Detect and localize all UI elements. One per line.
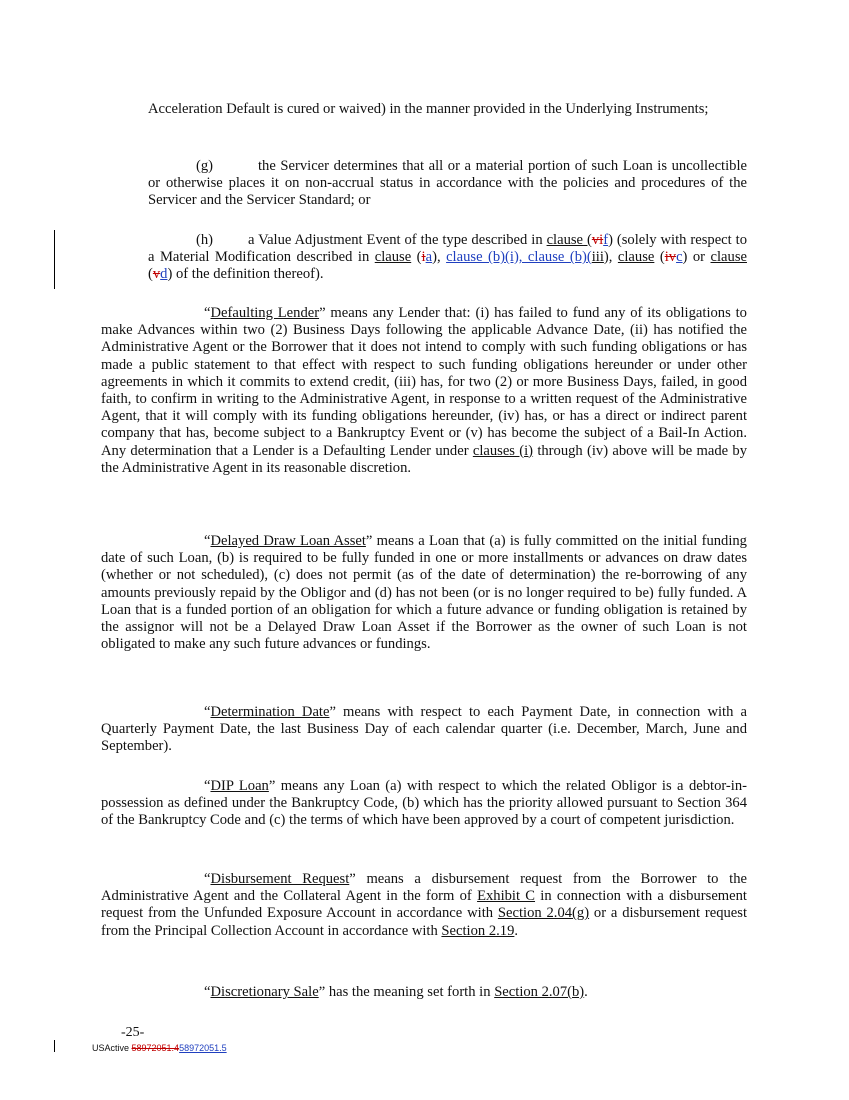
- defined-term: Defaulting Lender: [210, 305, 320, 321]
- section-reference: Section 2.07(b): [494, 984, 585, 1000]
- definition-dip-loan: “DIP Loan” means any Loan (a) with respect to which the related Obligor is a debtor-in-possession as defined under the Bankruptcy Code, (b) which has the priority allowed pursuant to Section 364 of the Bankruptcy Code and (c) the terms of which have been approved by a court of competent jurisdiction.: [101, 778, 747, 829]
- definition-determination-date: “Determination Date” means with respect to each Payment Date, in connection with a Quarterly Payment Date, the last Business Day of each calendar quarter (i.e. December, March, June and September).: [101, 704, 747, 755]
- defined-term: Discretionary Sale: [210, 984, 319, 1000]
- definition-discretionary-sale: “Discretionary Sale” has the meaning set forth in Section 2.07(b).: [204, 984, 588, 1000]
- document-id: USActive 58972051.458972051.5: [92, 1043, 227, 1053]
- paragraph-continuation: [148, 101, 747, 118]
- defined-term: Delayed Draw Loan Asset: [210, 533, 366, 549]
- inserted-text: 58972051.5: [179, 1043, 227, 1053]
- exhibit-reference: Exhibit C: [477, 888, 536, 905]
- section-reference: Section 2.19: [441, 922, 515, 939]
- clause-label: (g): [196, 158, 214, 174]
- definition-delayed-draw-loan-asset: “Delayed Draw Loan Asset” means a Loan that (a) is fully committed on the initial funding date of such Loan, (b) is required to be fully funded in one or more installments or advances on draw dates (whether or not scheduled), (c) does not permit (as of the date of determination) the re-borrowing of any amounts previously repaid by the Obligor and (d) has not been (or is no longer required to be) fully funded. A Loan that is a funded portion of an obligation for which a future advance or funding obligation is retained by the assignor will not be a Delayed Draw Loan Asset if the Borrower as the owner of such Loan is not obligated to make any such future advances or fundings.: [101, 533, 747, 653]
- inserted-text: f: [603, 232, 609, 248]
- inserted-text: clause (b)(i), clause (b)(: [446, 249, 592, 266]
- change-bar: [54, 1040, 55, 1052]
- clause-reference: iii: [591, 249, 604, 266]
- defined-term: DIP Loan: [210, 778, 269, 794]
- deleted-text: i: [421, 249, 426, 266]
- deleted-text: v: [152, 266, 161, 283]
- defined-term: Disbursement Request: [210, 871, 350, 887]
- defined-term: Determination Date: [210, 704, 330, 720]
- clause-reference: clause: [546, 232, 584, 248]
- clause-g: [148, 158, 747, 210]
- deleted-text: vi: [591, 232, 604, 248]
- clause-text: the Servicer determines that all or a material portion of such Loan is uncollectible or otherwise places it on non-accrual status in accordance with the policies and procedures of the Servicer and the Servicer Standard; or: [148, 158, 747, 209]
- paragraph-text: Acceleration Default is cured or waived) in the manner provided in the Underlying Instruments;: [148, 101, 709, 117]
- section-reference: Section 2.04(g): [497, 905, 590, 922]
- deleted-text: 58972051.4: [131, 1043, 180, 1053]
- change-bar: [54, 230, 55, 289]
- page-number: -25-: [121, 1025, 145, 1040]
- clause-reference: clause: [617, 249, 655, 266]
- clause-reference: clauses (i): [472, 442, 534, 459]
- deleted-text: iv: [664, 249, 677, 266]
- definition-disbursement-request: “Disbursement Request” means a disbursement request from the Borrower to the Administrative Agent and the Collateral Agent in the form of Exhibit C in connection with a disbursement request from the Unfunded Exposure Account in accordance with Section 2.04(g) or a disbursement request from the Principal Collection Account in accordance with Section 2.19.: [101, 871, 747, 939]
- clause-reference: clause: [374, 249, 412, 266]
- clause-h: (h) a Value Adjustment Event of the type described in clause (vif) (solely with respect to a Material Modification described in clause (ia), clause (b)(i), clause (b)(iii), clause (ivc) or clause (vd) of the definition thereof).: [148, 232, 747, 283]
- inserted-text: c: [676, 249, 683, 266]
- clause-reference: clause: [710, 249, 747, 266]
- clause-label: (h): [196, 232, 214, 248]
- inserted-text: a: [425, 249, 433, 266]
- definition-defaulting-lender: “Defaulting Lender” means any Lender that: (i) has failed to fund any of its obligations to make Advances within two (2) Business Days following the applicable Advance Date, (ii) has notified the Administrative Agent or the Borrower that it does not intend to comply with such funding obligations or has made a public statement to that effect with respect to such funding obligations hereunder or under other agreements in which it commits to extend credit, (iii) has, for two (2) or more Business Days, failed, in good faith, to confirm in writing to the Administrative Agent, in response to a written request of the Administrative Agent, that it will comply with its funding obligations hereunder, (iv) has, or has a direct or indirect parent company that has, become subject to a Bankruptcy Event or (v) has become the subject of a Bail-In Action. Any determination that a Lender is a Defaulting Lender under clauses (i) through (iv) above will be made by the Administrative Agent in its reasonable discretion.: [101, 305, 747, 476]
- inserted-text: d: [160, 266, 168, 283]
